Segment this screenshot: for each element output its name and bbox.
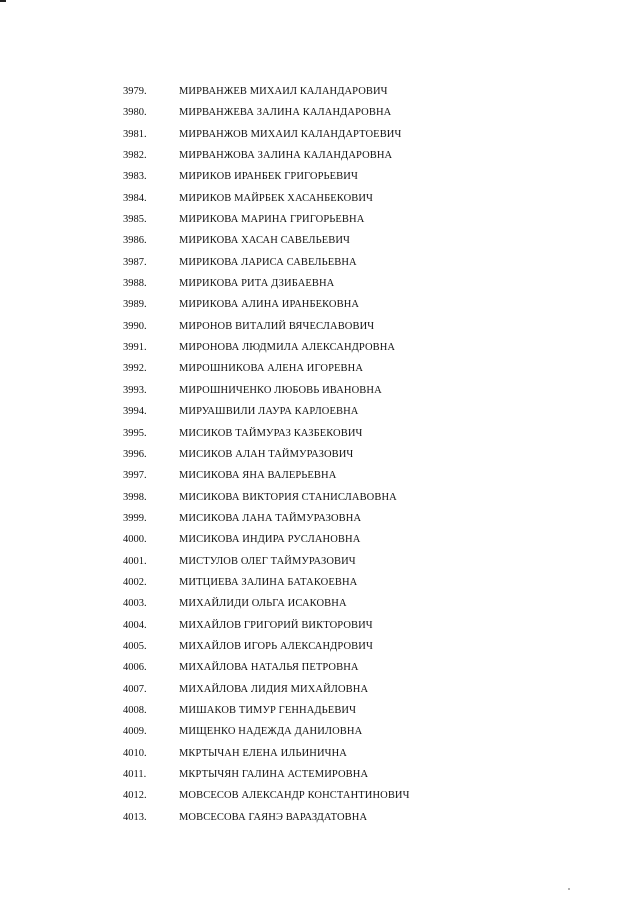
entry-name: МИРИКОВА ЛАРИСА САВЕЛЬЕВНА	[179, 256, 357, 268]
entry-number: 3994.	[123, 406, 147, 418]
list-item	[0, 145, 640, 166]
entry-name: МОВСЕСОВА ГАЯНЭ ВАРАЗДАТОВНА	[179, 811, 368, 823]
entry-name: МКРТЫЧЯН ГАЛИНА АСТЕМИРОВНА	[179, 769, 369, 780]
entry-name: МИРИКОВА МАРИНА ГРИГОРЬЕВНА	[179, 214, 365, 226]
list-item	[0, 423, 640, 444]
entry-number: 4002.	[123, 576, 147, 588]
entry-number: 4005.	[123, 640, 147, 652]
list-item	[0, 252, 640, 273]
list-item	[0, 764, 640, 785]
entry-name: МИСИКОВА ЛАНА ТАЙМУРАЗОВНА	[179, 512, 362, 524]
entry-name: МИХАЙЛОВ ИГОРЬ АЛЕКСАНДРОВИЧ	[179, 640, 373, 652]
entry-number: 3985.	[123, 214, 147, 226]
list-item	[0, 807, 640, 828]
entry-name: МИСИКОВА ВИКТОРИЯ СТАНИСЛАВОВНА	[179, 491, 397, 503]
entry-number: 3986.	[123, 235, 147, 247]
entry-name: МИСИКОВ ТАЙМУРАЗ КАЗБЕКОВИЧ	[179, 427, 363, 439]
entry-name: МИРВАНЖЕВА ЗАЛИНА КАЛАНДАРОВНА	[179, 107, 392, 119]
entry-number: 3993.	[123, 384, 147, 396]
entry-number: 4013.	[123, 811, 147, 823]
entry-number: 4004.	[123, 619, 147, 631]
list-item	[0, 551, 640, 572]
scan-speck	[568, 888, 570, 890]
list-item	[0, 124, 640, 145]
list-item	[0, 636, 640, 657]
entry-number: 3989.	[123, 299, 147, 311]
entry-name: МИРУАШВИЛИ ЛАУРА КАРЛОЕВНА	[179, 406, 359, 418]
entry-name: МИРИКОВА РИТА ДЗИБАЕВНА	[179, 278, 335, 290]
list-item	[0, 294, 640, 315]
entry-name: МИРОНОВА ЛЮДМИЛА АЛЕКСАНДРОВНА	[179, 342, 396, 354]
entry-number: 3996.	[123, 448, 147, 460]
list-item	[0, 487, 640, 508]
name-list	[0, 81, 640, 828]
entry-number: 3991.	[123, 342, 147, 354]
list-item	[0, 529, 640, 550]
list-item	[0, 102, 640, 123]
entry-name: МИХАЙЛИДИ ОЛЬГА ИСАКОВНА	[179, 598, 347, 610]
entry-number: 4008.	[123, 704, 147, 716]
entry-number: 4006.	[123, 662, 147, 674]
entry-number: 3997.	[123, 470, 147, 482]
entry-name: МОВСЕСОВ АЛЕКСАНДР КОНСТАНТИНОВИЧ	[179, 790, 410, 802]
scan-corner-mark	[0, 0, 6, 2]
list-item	[0, 444, 640, 465]
entry-name: МИРИКОВА ХАСАН САВЕЛЬЕВИЧ	[179, 235, 350, 247]
list-item	[0, 785, 640, 806]
list-item	[0, 508, 640, 529]
list-item	[0, 593, 640, 614]
entry-number: 4011.	[123, 769, 147, 780]
list-item	[0, 465, 640, 486]
entry-number: 3999.	[123, 512, 147, 524]
list-item	[0, 380, 640, 401]
entry-name: МИРИКОВ ИРАНБЕК ГРИГОРЬЕВИЧ	[179, 171, 358, 183]
entry-number: 3981.	[123, 128, 147, 140]
entry-name: МИРИКОВ МАЙРБЕК ХАСАНБЕКОВИЧ	[179, 192, 373, 204]
entry-name: МИШАКОВ ТИМУР ГЕННАДЬЕВИЧ	[179, 704, 357, 716]
list-item	[0, 273, 640, 294]
list-item	[0, 679, 640, 700]
list-item	[0, 188, 640, 209]
entry-name: МИХАЙЛОВ ГРИГОРИЙ ВИКТОРОВИЧ	[179, 619, 373, 631]
list-item	[0, 81, 640, 102]
entry-name: МИСИКОВА ИНДИРА РУСЛАНОВНА	[179, 534, 361, 546]
entry-number: 3998.	[123, 491, 147, 503]
entry-number: 4007.	[123, 683, 147, 695]
entry-number: 4009.	[123, 726, 147, 738]
entry-name: МИРВАНЖОВ МИХАИЛ КАЛАНДАРТОЕВИЧ	[179, 128, 402, 140]
entry-number: 4010.	[123, 747, 147, 759]
entry-name: МИЩЕНКО НАДЕЖДА ДАНИЛОВНА	[179, 726, 363, 738]
entry-number: 4000.	[123, 534, 147, 546]
list-item	[0, 316, 640, 337]
entry-name: МИРОНОВ ВИТАЛИЙ ВЯЧЕСЛАВОВИЧ	[179, 320, 375, 332]
entry-number: 3980.	[123, 107, 147, 119]
entry-name: МИСИКОВ АЛАН ТАЙМУРАЗОВИЧ	[179, 448, 354, 460]
entry-number: 3990.	[123, 320, 147, 332]
list-item	[0, 209, 640, 230]
list-item	[0, 700, 640, 721]
list-item	[0, 572, 640, 593]
entry-name: МКРТЫЧАН ЕЛЕНА ИЛЬИНИЧНА	[179, 747, 347, 759]
entry-number: 4012.	[123, 790, 147, 802]
list-item	[0, 401, 640, 422]
entry-number: 3984.	[123, 192, 147, 204]
entry-number: 4003.	[123, 598, 147, 610]
list-item	[0, 358, 640, 379]
entry-name: МИТЦИЕВА ЗАЛИНА БАТАКОЕВНА	[179, 576, 358, 588]
entry-number: 3995.	[123, 427, 147, 439]
entry-name: МИРИКОВА АЛИНА ИРАНБЕКОВНА	[179, 299, 360, 311]
list-item	[0, 615, 640, 636]
entry-name: МИСТУЛОВ ОЛЕГ ТАЙМУРАЗОВИЧ	[179, 555, 356, 567]
entry-name: МИРОШНИЧЕНКО ЛЮБОВЬ ИВАНОВНА	[179, 384, 382, 396]
list-item	[0, 166, 640, 187]
entry-number: 3987.	[123, 256, 147, 268]
entry-number: 4001.	[123, 555, 147, 567]
list-item	[0, 230, 640, 251]
list-item	[0, 337, 640, 358]
entry-name: МИХАЙЛОВА ЛИДИЯ МИХАЙЛОВНА	[179, 683, 369, 695]
entry-name: МИРВАНЖЕВ МИХАИЛ КАЛАНДАРОВИЧ	[179, 86, 388, 97]
entry-number: 3983.	[123, 171, 147, 183]
list-item	[0, 721, 640, 742]
entry-name: МИРВАНЖОВА ЗАЛИНА КАЛАНДАРОВНА	[179, 150, 393, 162]
entry-name: МИСИКОВА ЯНА ВАЛЕРЬЕВНА	[179, 470, 337, 482]
list-item	[0, 657, 640, 678]
entry-name: МИРОШНИКОВА АЛЕНА ИГОРЕВНА	[179, 363, 364, 375]
entry-name: МИХАЙЛОВА НАТАЛЬЯ ПЕТРОВНА	[179, 662, 359, 674]
list-item	[0, 743, 640, 764]
entry-number: 3979.	[123, 86, 147, 97]
entry-number: 3992.	[123, 363, 147, 375]
entry-number: 3988.	[123, 278, 147, 290]
entry-number: 3982.	[123, 150, 147, 162]
